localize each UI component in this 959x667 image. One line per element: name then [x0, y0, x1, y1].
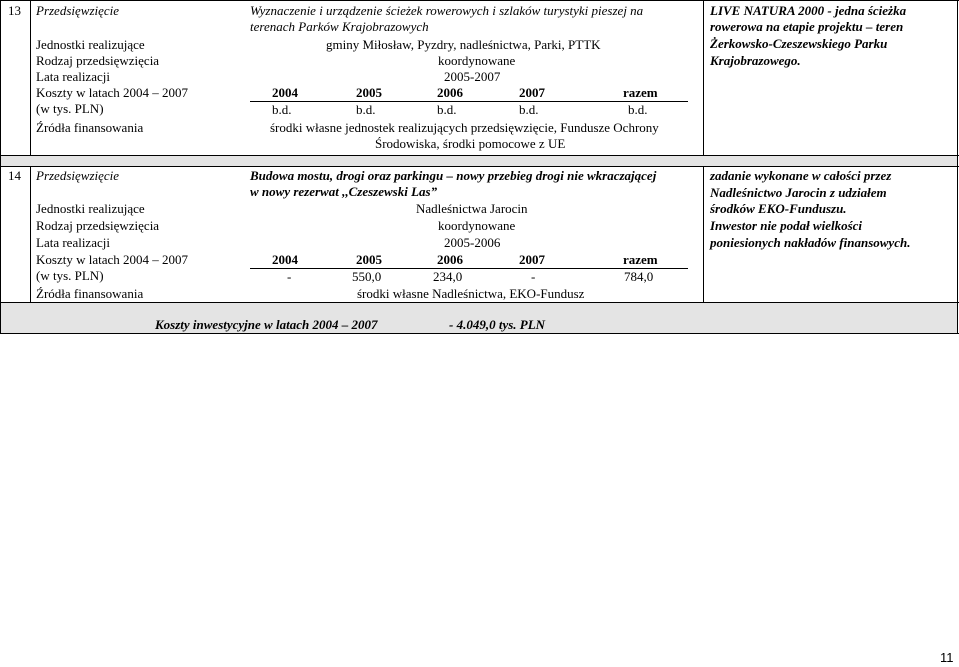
summary-label: Koszty inwestycyjne w latach 2004 – 2007: [155, 317, 378, 332]
sources-value: środki własne Nadleśnictwa, EKO-Fundusz: [357, 286, 585, 301]
table-border-bottom: [0, 333, 959, 334]
remark-line1: zadanie wykonane w całości przez: [710, 168, 892, 183]
type-label: Rodzaj przedsięwzięcia: [36, 53, 160, 68]
cost-header-2004: 2004: [272, 85, 298, 100]
cost-header-total: razem: [623, 85, 658, 100]
units-value: gminy Miłosław, Pyzdry, nadleśnictwa, Parki, PTTK: [326, 37, 601, 52]
years-value: 2005-2006: [444, 235, 501, 250]
sources-label: Źródła finansowania: [36, 120, 144, 135]
cost-value-2006: 234,0: [433, 269, 463, 284]
cost-header-2005: 2005: [356, 252, 382, 267]
project-title-line1: Budowa mostu, drogi oraz parkingu – nowy przebieg drogi nie wkraczającej: [250, 168, 657, 183]
sources-line1: środki własne jednostek realizujących przedsięwzięcie, Fundusze Ochrony: [270, 120, 659, 135]
costs-label-line1: Koszty w latach 2004 – 2007: [36, 85, 189, 100]
col-divider-2b: [703, 166, 704, 302]
project-number: 13: [8, 3, 21, 18]
cost-value-total: 784,0: [624, 269, 654, 284]
type-label: Rodzaj przedsięwzięcia: [36, 218, 160, 233]
table-border-top: [0, 0, 959, 1]
cost-header-2005: 2005: [356, 85, 382, 100]
cost-header-underline: [250, 101, 688, 102]
remark-line5: poniesionych nakładów finansowych.: [710, 235, 911, 250]
cost-header-total: razem: [623, 252, 658, 267]
costs-label-line2: (w tys. PLN): [36, 268, 104, 283]
project-label: Przedsięwzięcie: [36, 168, 120, 183]
cost-value-2005: 550,0: [352, 269, 382, 284]
remark-line2: rowerowa na etapie projektu – teren: [710, 19, 904, 34]
project-title-line2: terenach Parków Krajobrazowych: [250, 19, 429, 34]
years-value: 2005-2007: [444, 69, 501, 84]
years-label: Lata realizacji: [36, 235, 110, 250]
remark-line4: Inwestor nie podał wielkości: [710, 218, 863, 233]
col-divider-1b: [30, 166, 31, 302]
units-value: Nadleśnictwa Jarocin: [416, 201, 528, 216]
cost-value-2004: b.d.: [272, 102, 292, 117]
project-label: Przedsięwzięcie: [36, 3, 120, 18]
cost-value-2006: b.d.: [437, 102, 457, 117]
years-label: Lata realizacji: [36, 69, 110, 84]
units-label: Jednostki realizujące: [36, 201, 145, 216]
project-title-line2: w nowy rezerwat ,,Czeszewski Las”: [250, 184, 438, 199]
page-number: 11: [940, 650, 954, 665]
row14-top: [0, 166, 959, 167]
remark-line4: Krajobrazowego.: [710, 53, 801, 68]
cost-header-2004: 2004: [272, 252, 298, 267]
project-title-line1: Wyznaczenie i urządzenie ścieżek rowerowych i szlaków turystyki pieszej na: [250, 3, 644, 18]
sources-line2: Środowiska, środki pomocowe z UE: [375, 136, 566, 151]
costs-label-line1: Koszty w latach 2004 – 2007: [36, 252, 189, 267]
col-divider-2: [703, 0, 704, 155]
cost-value-2007: b.d.: [519, 102, 539, 117]
row-separator-band: [1, 156, 957, 166]
cost-header-underline: [250, 268, 688, 269]
project-number: 14: [8, 168, 21, 183]
col-divider-1: [30, 0, 31, 155]
type-value: koordynowane: [438, 53, 516, 68]
remark-line3: Żerkowsko-Czeszewskiego Parku: [710, 36, 888, 51]
units-label: Jednostki realizujące: [36, 37, 145, 52]
cost-header-2006: 2006: [437, 252, 463, 267]
cost-header-2006: 2006: [437, 85, 463, 100]
summary-value: - 4.049,0 tys. PLN: [449, 317, 546, 332]
cost-header-2007: 2007: [519, 85, 545, 100]
cost-value-total: b.d.: [628, 102, 648, 117]
remark-line3: środków EKO-Funduszu.: [710, 201, 847, 216]
cost-value-2005: b.d.: [356, 102, 376, 117]
sources-label: Źródła finansowania: [36, 286, 144, 301]
remark-line1: LIVE NATURA 2000 - jedna ścieżka: [710, 3, 907, 18]
type-value: koordynowane: [438, 218, 516, 233]
remark-line2: Nadleśnictwo Jarocin z udziałem: [710, 185, 887, 200]
cost-value-2004: -: [287, 269, 292, 284]
costs-label-line2: (w tys. PLN): [36, 101, 104, 116]
cost-header-2007: 2007: [519, 252, 545, 267]
cost-value-2007: -: [531, 269, 536, 284]
